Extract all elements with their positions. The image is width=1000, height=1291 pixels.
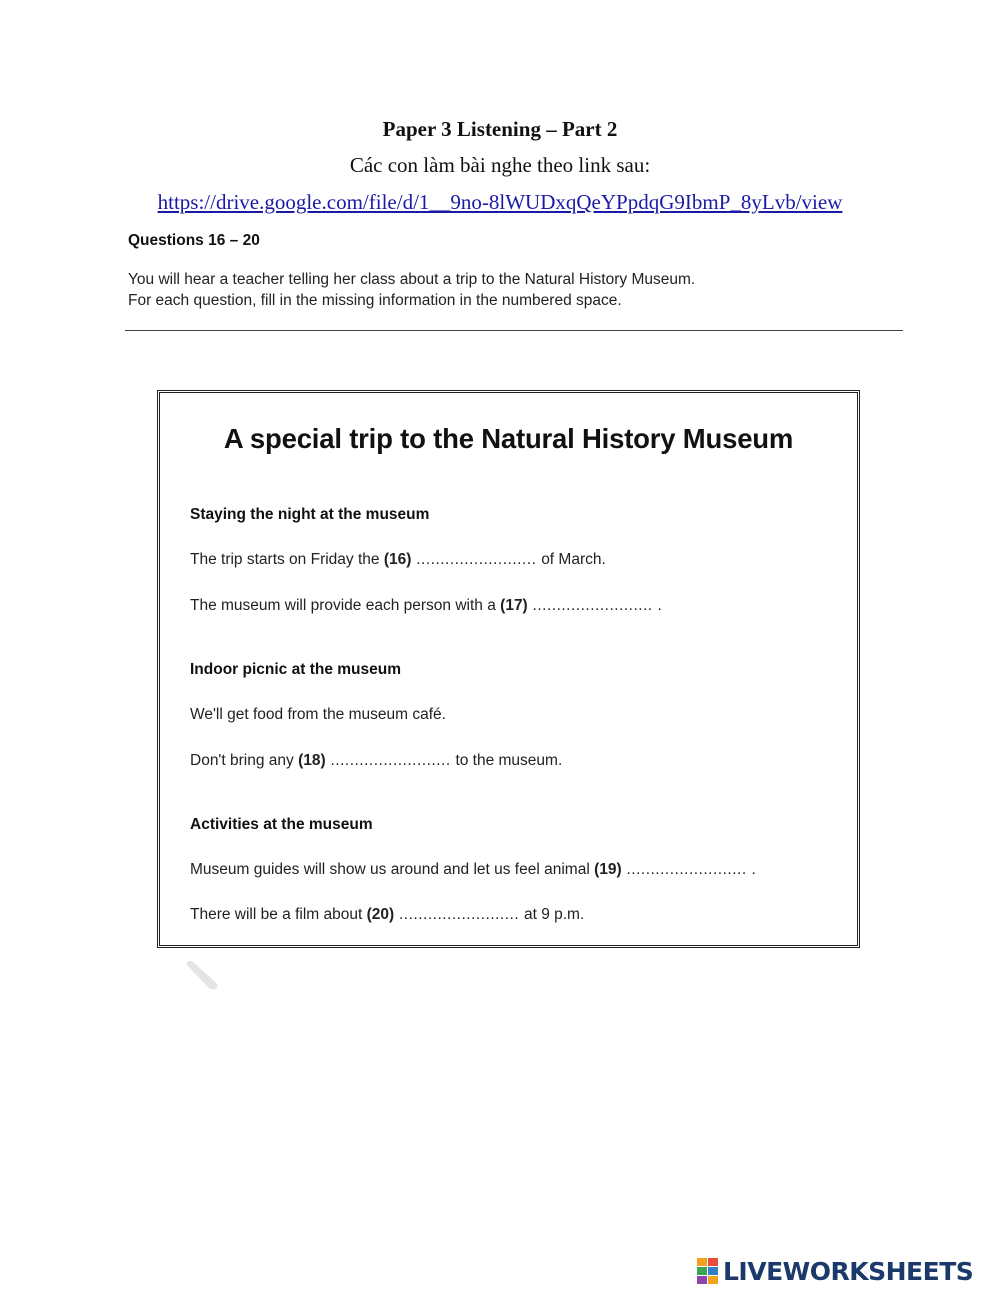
question-number: (18) (298, 752, 326, 769)
line-text: The museum will provide each person with a (190, 597, 501, 614)
section-heading-activities: Activities at the museum (190, 816, 373, 833)
liveworksheets-logo (697, 1255, 973, 1287)
line-text: . (751, 861, 756, 878)
task-line-q19 (190, 861, 756, 879)
task-line-q16 (190, 551, 606, 569)
section-heading-staying: Staying the night at the museum (190, 506, 430, 523)
line-text: Don't bring any (190, 752, 299, 769)
task-line-q20 (190, 906, 584, 924)
line-text: Museum guides will show us around and let us feel animal (190, 861, 595, 878)
answer-blank-18[interactable]: ......................... (325, 752, 456, 769)
questions-heading: Questions 16 – 20 (128, 232, 260, 249)
intro-text-line-1: You will hear a teacher telling her class about a trip to the Natural History Museum. (128, 271, 696, 288)
section-heading-picnic: Indoor picnic at the museum (190, 661, 401, 678)
answer-blank-17[interactable]: ......................... (527, 597, 658, 614)
answer-blank-20[interactable]: ......................... (394, 906, 524, 923)
audio-link[interactable]: https://drive.google.com/file/d/1__9no-8lWUDxqQeYPpdqG9IbmP_8yLvb/view (157, 190, 843, 214)
question-number: (17) (500, 597, 528, 614)
line-text: of March. (541, 551, 606, 568)
task-title: A special trip to the Natural History Museum (223, 423, 794, 454)
liveworksheets-squares-icon (697, 1258, 719, 1284)
instruction-text: Các con làm bài nghe theo link sau: (349, 153, 651, 177)
line-text: . (657, 597, 662, 614)
line-text: to the museum. (455, 752, 563, 769)
line-text: There will be a film about (190, 906, 367, 923)
intro-text-line-2: For each question, fill in the missing information in the numbered space. (128, 292, 622, 309)
horizontal-divider (125, 330, 903, 331)
line-text: at 9 p.m. (523, 906, 585, 923)
question-number: (19) (594, 861, 622, 878)
audio-link-line (0, 190, 1000, 215)
logo-text: LIVEWORKSHEETS (723, 1256, 974, 1286)
task-line-q18 (190, 752, 562, 770)
faded-pen-mark-icon (183, 960, 223, 994)
task-line-cafe (190, 706, 446, 724)
task-line-q17 (190, 597, 662, 615)
answer-blank-19[interactable]: ......................... (621, 861, 752, 878)
line-text: The trip starts on Friday the (190, 551, 384, 568)
question-number: (20) (366, 906, 395, 923)
page-title: Paper 3 Listening – Part 2 (382, 117, 618, 141)
line-text: We'll get food from the museum café. (190, 706, 446, 723)
question-number: (16) (383, 551, 412, 568)
task-box (157, 390, 860, 948)
answer-blank-16[interactable]: ......................... (411, 551, 542, 568)
